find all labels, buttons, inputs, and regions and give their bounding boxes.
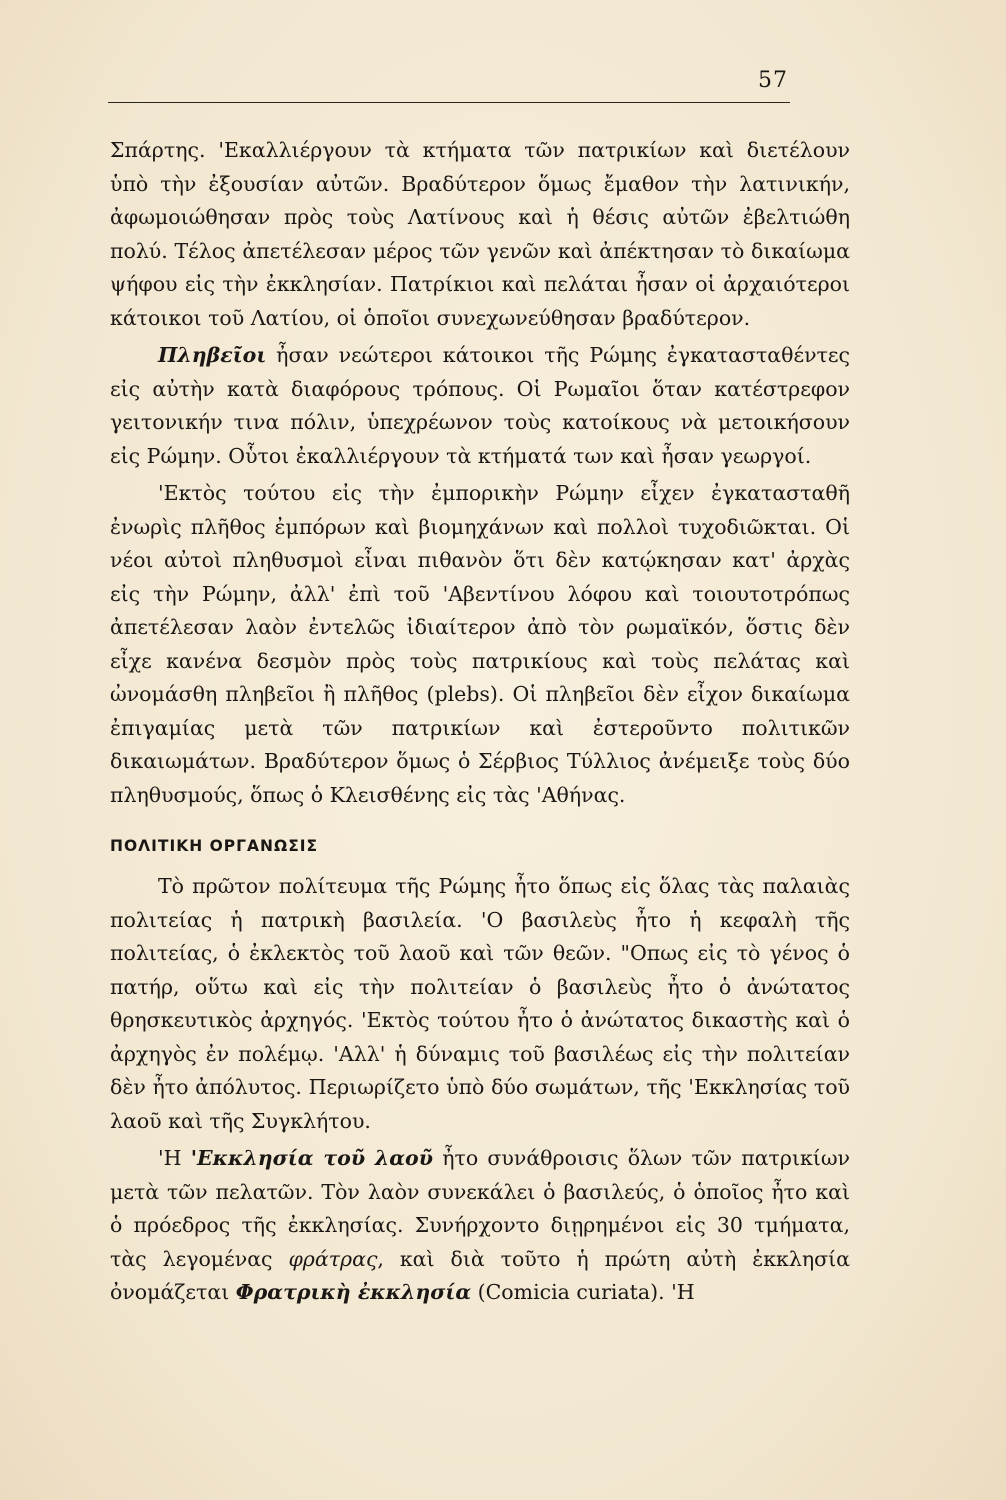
paragraph-5-start: 'Η xyxy=(158,1146,191,1170)
paragraph-5-text-3: (Comicia curiata). 'Η xyxy=(471,1280,695,1304)
body-text xyxy=(110,134,850,1310)
paragraph-3: 'Εκτὸς τούτου εἰς τὴν ἐμπορικὴν Ρώμην εἶχεν ἐγκατασταθῆ ἐνωρὶς πλῆθος ἐμπόρων καὶ βιομηχάνων καὶ πολλοὶ τυχοδιῶκται. Οἱ νέοι αὐτοὶ πληθυσμοὶ εἶναι πιθανὸν ὅτι δὲν κατῴκησαν κατ' ἀρχὰς εἰς τὴν Ρώμην, ἀλλ' ἐπὶ τοῦ 'Αβεντίνου λόφου καὶ τοιουτοτρόπως ἀπετέλεσαν λαὸν ἐντελῶς ἰδιαίτερον ἀπὸ τὸν ρωμαϊκόν, ὅστις δὲν εἶχε κανένα δεσμὸν πρὸς τοὺς πατρικίους καὶ τοὺς πελάτας καὶ ὠνομάσθη πληβεῖοι ἢ πλῆθος (plebs). Οἱ πληβεῖοι δὲν εἶχον δικαίωμα ἐπιγαμίας μετὰ τῶν πατρικίων καὶ ἐστεροῦντο πολιτικῶν δικαιωμάτων. Βραδύτερον ὅμως ὁ Σέρβιος Τύλλιος ἀνέμειξε τοὺς δύο πληθυσμούς, ὅπως ὁ Κλεισθένης εἰς τὰς 'Αθήνας. xyxy=(110,481,850,807)
section-heading: ΠΟΛΙΤΙΚΗ ΟΡΓΑΝΩΣΙΣ xyxy=(110,837,319,855)
term-plebeians: Πληβεῖοι xyxy=(158,343,267,367)
paragraph-2 xyxy=(110,339,850,473)
term-ecclesia: 'Εκκλησία τοῦ λαοῦ xyxy=(190,1146,433,1170)
paragraph-4: Τὸ πρῶτον πολίτευμα τῆς Ρώμης ἦτο ὅπως εἰς ὅλας τὰς παλαιὰς πολιτείας ἡ πατρικὴ βασιλεία. 'Ο βασιλεὺς ἦτο ἡ κεφαλὴ τῆς πολιτείας, ὁ ἐκλεκτὸς τοῦ λαοῦ καὶ τῶν θεῶν. "Οπως εἰς τὸ γένος ὁ πατήρ, οὕτω καὶ εἰς τὴν πολιτείαν ὁ βασιλεὺς ἦτο ὁ ἀνώτατος θρησκευτικὸς ἀρχηγός. 'Εκτὸς τούτου ἦτο ὁ ἀνώτατος δικαστὴς καὶ ὁ ἀρχηγὸς ἐν πολέμῳ. 'Αλλ' ἡ δύναμις τοῦ βασιλέως εἰς τὴν πολιτείαν δὲν ἦτο ἀπόλυτος. Περιωρίζετο ὑπὸ δύο σωμάτων, τῆς 'Εκκλησίας τοῦ λαοῦ καὶ τῆς Συγκλήτου. xyxy=(110,874,850,1133)
header-rule xyxy=(108,102,790,103)
paragraph-5 xyxy=(110,1142,850,1310)
term-phratric-ecclesia: Φρατρικὴ ἐκκλησία xyxy=(235,1280,472,1304)
term-phratries: φράτρας xyxy=(288,1246,378,1271)
paragraph-2-text: ἦσαν νεώτεροι κάτοικοι τῆς Ρώμης ἐγκατασταθέντες εἰς αὐτὴν κατὰ διαφόρους τρόπους. Οἱ Ρωμαῖοι ὅταν κατέστρεφον γειτονικήν τινα πόλιν, ὑπεχρέωνον τοὺς κατοίκους νὰ μετοικήσουν εἰς Ρώμην. Οὗτοι ἐκαλλιέργουν τὰ κτήματά των καὶ ἦσαν γεωργοί. xyxy=(110,343,850,468)
page-number: 57 xyxy=(758,68,788,93)
paragraph-5-text-1: ἦτο συνάθροισις ὅλων τῶν πατρικίων μετὰ τῶν πελατῶν. Τὸν λαὸν συνεκάλει ὁ βασιλεύς, ὁ ὁποῖος ἦτο καὶ ὁ πρόεδρος τῆς ἐκκλησίας. Συνήρχοντο διῃρημένοι εἰς 30 τμήματα, τὰς λεγομένας xyxy=(110,1146,851,1271)
paragraph-5-text-2: , καὶ διὰ τοῦτο ἡ πρώτη αὐτὴ ἐκκλησία ὀνομάζεται xyxy=(110,1246,850,1304)
paragraph-1: Σπάρτης. 'Εκαλλιέργουν τὰ κτήματα τῶν πατρικίων καὶ διετέλουν ὑπὸ τὴν ἐξουσίαν αὐτῶν. Βραδύτερον ὅμως ἔμαθον τὴν λατινικήν, ἀφωμοιώθησαν πρὸς τοὺς Λατίνους καὶ ἡ θέσις αὐτῶν ἐβελτιώθη πολύ. Τέλος ἀπετέλεσαν μέρος τῶν γενῶν καὶ ἀπέκτησαν τὸ δικαίωμα ψήφου εἰς τὴν ἐκκλησίαν. Πατρίκιοι καὶ πελάται ἦσαν οἱ ἀρχαιότεροι κάτοικοι τοῦ Λατίου, οἱ ὁποῖοι συνεχωνεύθησαν βραδύτερον. xyxy=(110,138,850,330)
